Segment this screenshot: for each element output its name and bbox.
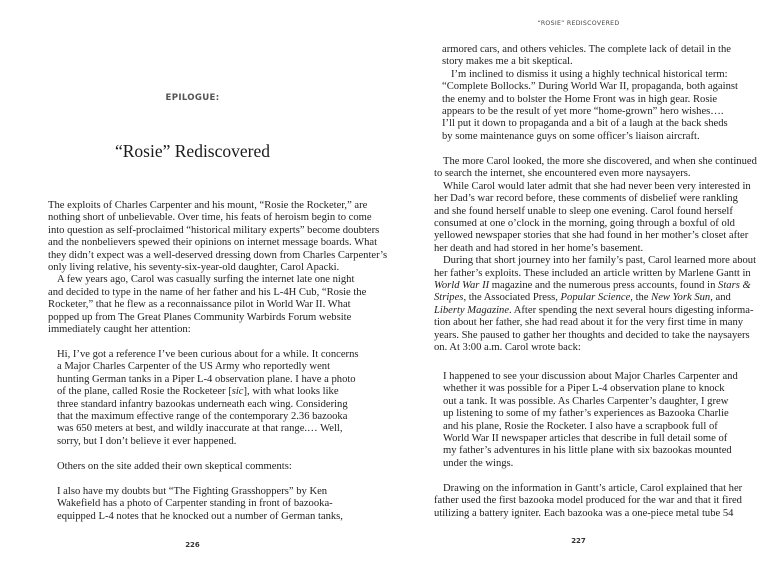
text-line: into question as self-proclaimed “historical military experts” become doubters — [48, 224, 380, 236]
text-line: and his plane, Rosie the Rocketer. I also have a scrapbook full of — [443, 420, 718, 432]
text-line: “Complete Bollocks.” During World War II, propaganda, both against — [442, 81, 738, 93]
text-line: the enemy and to bolster the Home Front was in high gear. Rosie — [442, 93, 718, 105]
text-line: that the maximum effective range of the contemporary 2.36 bazooka — [57, 411, 348, 422]
publication-title: World War II — [434, 280, 490, 291]
text-line: and she found herself unable to sleep one evening. Carol found herself — [434, 205, 733, 217]
text-line: nothing short of unbelievable. Over time, his feats of heroism begin to come — [48, 212, 372, 224]
text-line: her father’s exploits. These included an article written by Marlene Gantt in — [434, 267, 751, 279]
text-line: I’ll put it down to propaganda and a bit of a laugh at the back sheds — [442, 118, 728, 130]
text-line: father used the first bazooka model produced for the war and that it fired — [434, 495, 742, 507]
right-page — [386, 0, 771, 578]
publication-title: Liberty Magazine — [434, 304, 510, 316]
text-segment: , the — [630, 292, 652, 304]
text-line: appears to be the result of yet more “home-grown” hero wishes…. — [442, 106, 724, 117]
text-line: her death and had stored in her home’s basement. — [434, 242, 644, 254]
text-line: popped up from The Great Planes Community Warbirds Forum website — [48, 311, 352, 323]
text-line: tion about her father, she had read about it for the very first time in many — [434, 317, 744, 329]
text-line: World War II newspaper articles that describe in full detail some of — [443, 433, 728, 444]
text-line: years. She paused to gather her thoughts and decided to take the naysayers — [434, 329, 750, 341]
text-line: and decided to type in the name of her father and his L-4H Cub, “Rosie the — [48, 286, 367, 298]
text-line: to search the internet, she encountered even more naysayers. — [434, 168, 691, 180]
publication-title: Stripes — [434, 292, 464, 304]
text-line: under the wings. — [443, 457, 514, 469]
text-line: During that short journey into her family’s past, Carol learned more about — [443, 255, 757, 267]
text-line: only living relative, his seventy-six-year-old daughter, Carol Apacki. — [48, 262, 340, 273]
text-line: While Carol would later admit that she had never been very interested in — [443, 180, 751, 192]
text-line: A few years ago, Carol was casually surfing the internet late one night — [57, 274, 355, 286]
text-line: whether it was possible for a Piper L-4 observation plane to knock — [443, 383, 725, 395]
text-line: utilizing a battery igniter. Each bazooka was a one-piece metal tube 54 — [434, 507, 734, 519]
text-line: sorry, but I don’t believe it ever happened. — [57, 435, 237, 447]
text-line: out a tank. It was possible. As Charles Carpenter’s daughter, I grew — [443, 395, 729, 407]
text-segment: of the plane, called Rosie the Rocketeer [ — [57, 386, 232, 398]
text-segment: . After spending the next several hours digesting informa- — [509, 304, 754, 316]
text-segment: , the Associated Press, — [463, 292, 561, 304]
publication-title: Stars & — [718, 280, 751, 291]
text-line — [57, 386, 339, 398]
text-line: The exploits of Charles Carpenter and his mount, “Rosie the Rocketer,” are — [48, 200, 368, 211]
text-line — [434, 292, 731, 304]
text-line: hunting German tanks in a Piper L-4 observation plane. I have a photo — [57, 373, 356, 385]
text-line: Rocketer,” that he flew as a reconnaissance pilot in World War II. What — [48, 299, 351, 311]
text-line: my father’s adventures in his little plane with six bazookas mounted — [443, 445, 732, 457]
sic-italic: sic — [231, 386, 244, 398]
text-line: yellowed newspaper stories that she had found in her mother’s closet after — [434, 230, 749, 242]
text-line: her Dad’s war record before, these comments of disbelief were rankling — [434, 193, 738, 205]
text-line: they didn’t expect was a well-deserved dressing down from Charles Carpenter’s — [48, 249, 388, 261]
text-line: by some maintenance guys on some officer’s liaison aircraft. — [442, 130, 700, 142]
text-line: I’m inclined to dismiss it using a highly technical historical term: — [451, 68, 728, 80]
running-head: “ROSIE” REDISCOVERED — [537, 20, 620, 27]
page-number: 227 — [571, 537, 586, 545]
text-segment: magazine and the numerous press accounts, found in — [489, 280, 719, 291]
text-line: three standard infantry bazookas underneath each wing. Considering — [57, 398, 348, 410]
text-line: The more Carol looked, the more she discovered, and when she continued — [443, 156, 757, 167]
text-line: a Major Charles Carpenter of the US Army who reportedly went — [57, 361, 331, 373]
publication-title: New York Sun — [651, 292, 711, 304]
chapter-label: EPILOGUE: — [165, 93, 220, 103]
text-line: armored cars, and others vehicles. The complete lack of detail in the — [442, 44, 731, 55]
text-line: Drawing on the information in Gantt’s article, Carol explained that her — [443, 483, 743, 494]
text-line: I happened to see your discussion about Major Charles Carpenter and — [443, 371, 738, 382]
text-line: I also have my doubts but “The Fighting Grasshoppers” by Ken — [57, 486, 328, 497]
text-line: story makes me a bit skeptical. — [442, 56, 573, 68]
text-line — [434, 280, 751, 292]
text-line: Wakefield has a photo of Carpenter standing in front of bazooka- — [57, 498, 333, 510]
text-line: consumed at one o’clock in the morning, going through a boxful of old — [434, 218, 735, 229]
text-line: on. At 3:00 a.m. Carol wrote back: — [434, 342, 581, 353]
text-line — [434, 304, 754, 317]
text-segment: ], with what looks like — [243, 386, 339, 398]
text-line: up listening to some of my father’s experiences as Bazooka Charlie — [443, 408, 729, 420]
publication-title: Popular Science — [560, 292, 631, 304]
text-line: was 650 meters at best, and wildly inaccurate at that range.… Well, — [57, 423, 343, 435]
interjection: Others on the site added their own skeptical comments: — [57, 461, 292, 472]
text-line: Hi, I’ve got a reference I’ve been curious about for a while. It concerns — [57, 349, 359, 360]
text-segment: , and — [710, 292, 731, 304]
chapter-title: “Rosie” Rediscovered — [114, 141, 270, 161]
text-line: immediately caught her attention: — [48, 324, 191, 335]
page-number: 226 — [185, 541, 200, 549]
text-line: and the nonbelievers spewed their opinions on internet message boards. What — [48, 237, 378, 249]
text-line: equipped L-4 notes that he knocked out a number of German tanks, — [57, 510, 343, 522]
